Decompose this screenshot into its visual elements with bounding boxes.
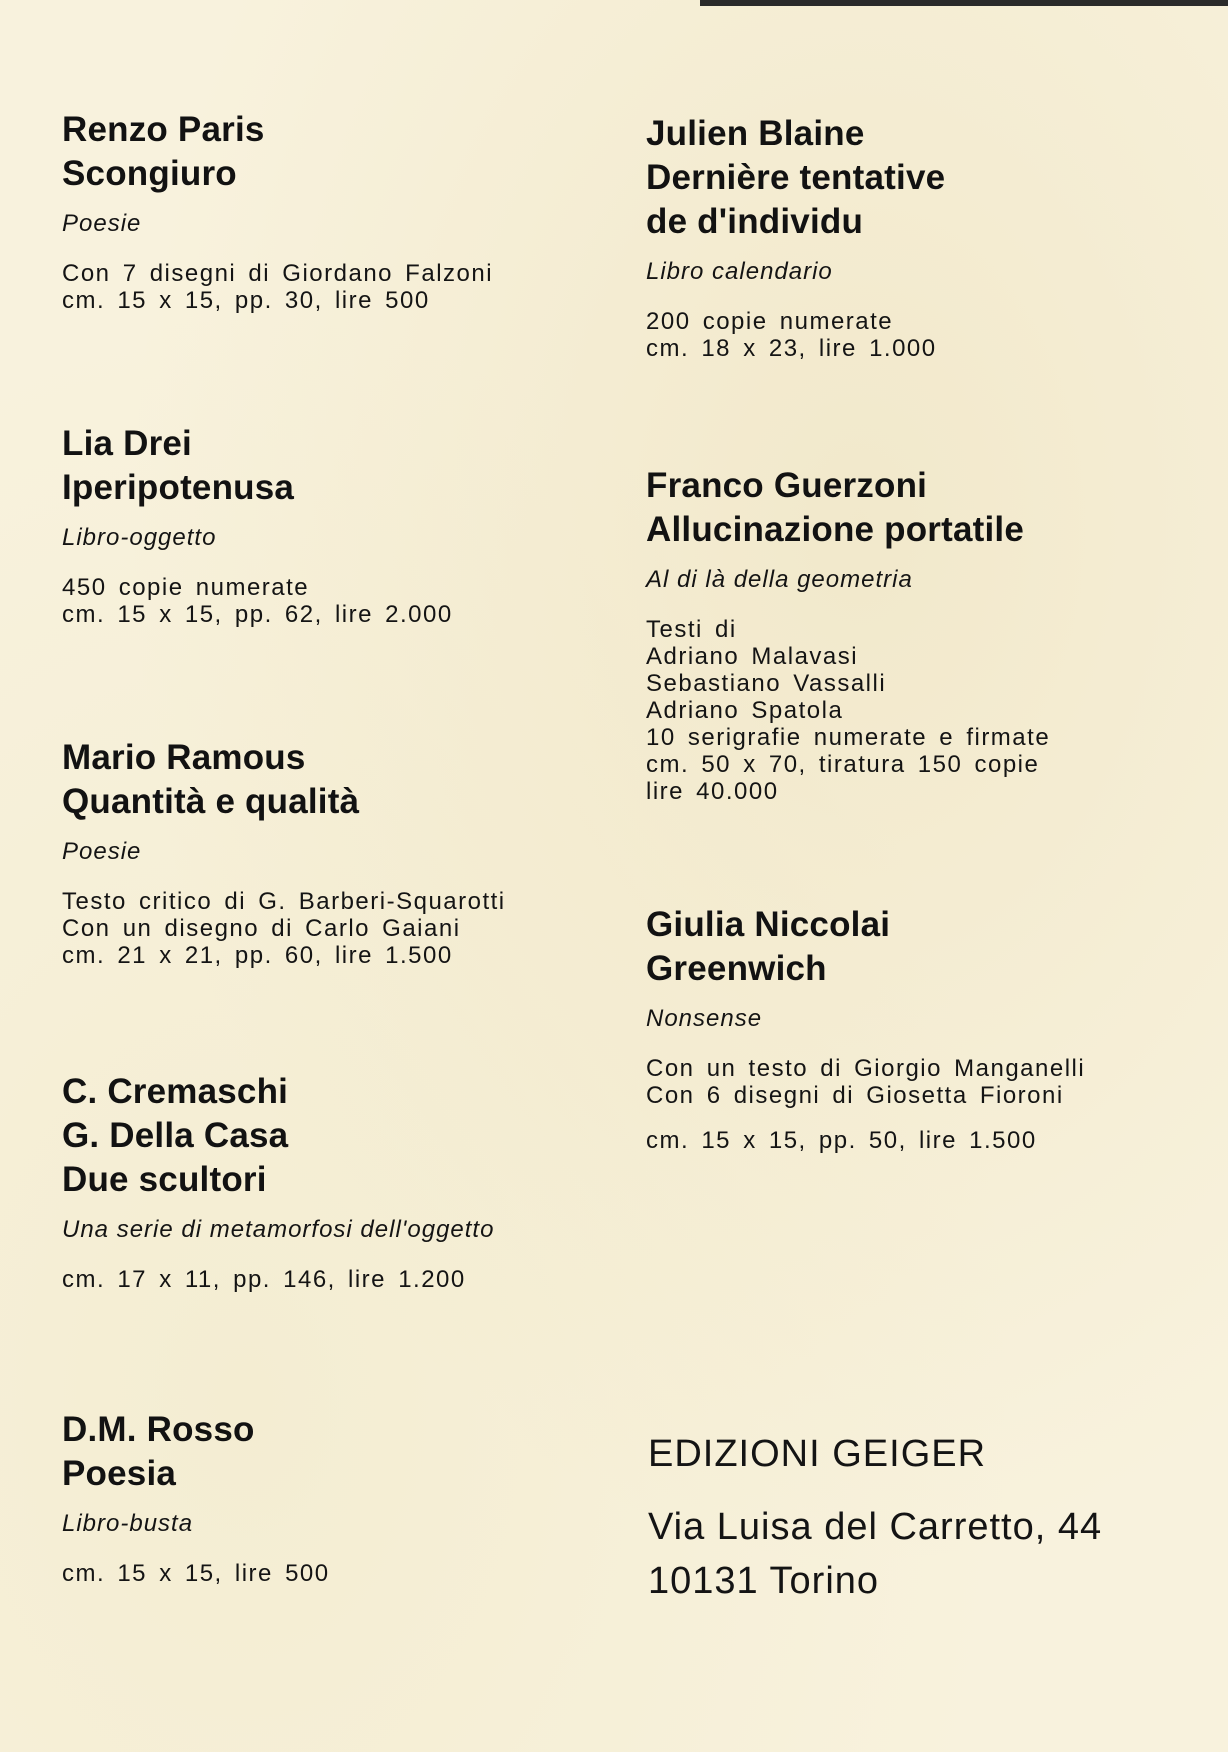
book-entry-mario-ramous bbox=[62, 736, 506, 969]
book-genre: Libro-busta bbox=[62, 1510, 194, 1537]
publisher-address bbox=[648, 1500, 1102, 1608]
book-author: Mario Ramous bbox=[62, 738, 306, 777]
book-genre: Poesie bbox=[62, 210, 142, 237]
book-title: Due scultori bbox=[62, 1160, 267, 1199]
book-author: Giulia Niccolai bbox=[646, 905, 891, 944]
book-title: Dernière tentative bbox=[646, 158, 946, 197]
book-detail: cm. 21 x 21, pp. 60, lire 1.500 bbox=[62, 942, 453, 969]
book-detail: cm. 15 x 15, pp. 30, lire 500 bbox=[62, 287, 430, 314]
book-detail: cm. 18 x 23, lire 1.000 bbox=[646, 335, 937, 362]
publisher-name: EDIZIONI GEIGER bbox=[648, 1433, 987, 1475]
book-detail: cm. 15 x 15, lire 500 bbox=[62, 1560, 330, 1587]
book-detail: Con un disegno di Carlo Gaiani bbox=[62, 915, 461, 942]
book-genre: Nonsense bbox=[646, 1005, 763, 1032]
book-genre: Libro-oggetto bbox=[62, 524, 217, 551]
book-detail: Adriano Malavasi bbox=[646, 643, 859, 670]
book-title: Quantità e qualità bbox=[62, 782, 360, 821]
book-genre: Libro calendario bbox=[646, 258, 833, 285]
book-detail: 10 serigrafie numerate e firmate bbox=[646, 724, 1051, 751]
book-author: Franco Guerzoni bbox=[646, 466, 928, 505]
book-entry-giulia-niccolai bbox=[646, 903, 1085, 1154]
book-author: Renzo Paris bbox=[62, 110, 265, 149]
book-entry-dm-rosso bbox=[62, 1408, 330, 1587]
book-detail: Sebastiano Vassalli bbox=[646, 670, 887, 697]
book-detail: cm. 15 x 15, pp. 50, lire 1.500 bbox=[646, 1127, 1037, 1154]
book-title: Allucinazione portatile bbox=[646, 510, 1024, 549]
book-entry-franco-guerzoni bbox=[646, 464, 1050, 805]
book-detail: lire 40.000 bbox=[646, 778, 779, 805]
book-author: Julien Blaine bbox=[646, 114, 865, 153]
book-title: Greenwich bbox=[646, 949, 827, 988]
book-detail: 200 copie numerate bbox=[646, 308, 894, 335]
book-detail: Con 7 disegni di Giordano Falzoni bbox=[62, 260, 494, 287]
book-entry-lia-drei bbox=[62, 422, 453, 628]
book-title: Scongiuro bbox=[62, 154, 237, 193]
book-genre: Al di là della geometria bbox=[646, 566, 913, 593]
book-author: Lia Drei bbox=[62, 424, 192, 463]
book-author: G. Della Casa bbox=[62, 1116, 289, 1155]
book-detail: cm. 50 x 70, tiratura 150 copie bbox=[646, 751, 1040, 778]
publisher-city: 10131 Torino bbox=[648, 1560, 880, 1602]
book-author: D.M. Rosso bbox=[62, 1410, 255, 1449]
book-detail: Testo critico di G. Barberi-Squarotti bbox=[62, 888, 506, 915]
book-detail: Con 6 disegni di Giosetta Fioroni bbox=[646, 1082, 1064, 1109]
book-detail: Testi di bbox=[646, 616, 737, 643]
book-detail: Con un testo di Giorgio Manganelli bbox=[646, 1055, 1086, 1082]
book-author: C. Cremaschi bbox=[62, 1072, 289, 1111]
book-entry-cremaschi-della-casa bbox=[62, 1070, 494, 1293]
book-title: de d'individu bbox=[646, 202, 864, 241]
publisher-street: Via Luisa del Carretto, 44 bbox=[648, 1506, 1103, 1548]
book-genre: Poesie bbox=[62, 838, 142, 865]
book-detail: Adriano Spatola bbox=[646, 697, 844, 724]
book-genre: Una serie di metamorfosi dell'oggetto bbox=[62, 1216, 495, 1243]
book-detail: cm. 17 x 11, pp. 146, lire 1.200 bbox=[62, 1266, 466, 1293]
scan-edge bbox=[700, 0, 1228, 6]
book-detail: 450 copie numerate bbox=[62, 574, 310, 601]
book-entry-renzo-paris bbox=[62, 108, 493, 314]
book-detail: cm. 15 x 15, pp. 62, lire 2.000 bbox=[62, 601, 453, 628]
book-title: Poesia bbox=[62, 1454, 177, 1493]
book-title: Iperipotenusa bbox=[62, 468, 295, 507]
book-entry-julien-blaine bbox=[646, 112, 945, 362]
